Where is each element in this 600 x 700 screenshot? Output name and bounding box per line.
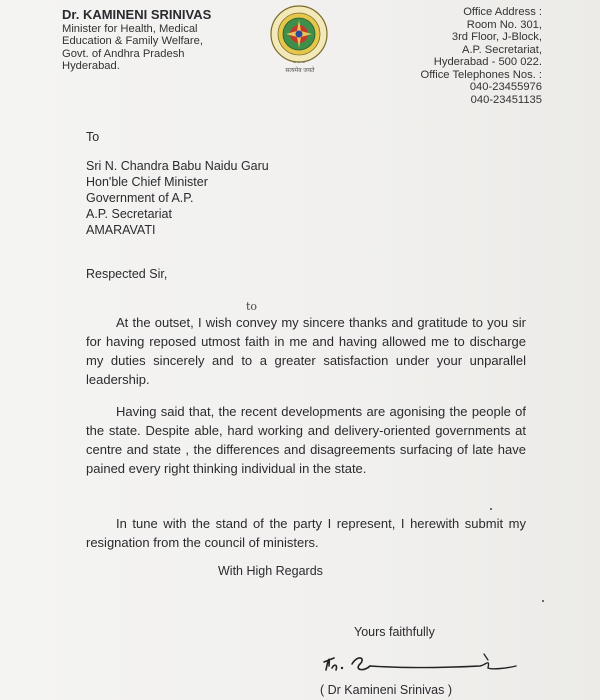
recipient-line: Hon'ble Chief Minister xyxy=(86,175,208,189)
sender-block xyxy=(62,9,211,73)
body-paragraph: At the outset, I wish convey my sincere thanks and gratitude to you sir for having reposed utmost faith in me and having allowed me to discharge my duties sincerely and to a greater satisfaction under your unparallel leadership. xyxy=(86,315,526,387)
to-label: To xyxy=(86,130,100,144)
office-line: Office Telephones Nos. : xyxy=(420,68,542,81)
recipient-line: AMARAVATI xyxy=(86,223,156,237)
office-phone: 040-23451135 xyxy=(470,93,542,106)
svg-text:~ ~ ~: ~ ~ ~ xyxy=(292,60,306,65)
recipient-line: Government of A.P. xyxy=(86,191,194,205)
recipient-line: A.P. Secretariat xyxy=(86,207,172,221)
office-line: 3rd Floor, J-Block, xyxy=(451,31,542,43)
office-line: Room No. 301, xyxy=(466,18,542,31)
ink-speck xyxy=(490,508,492,510)
valediction: Yours faithfully xyxy=(354,625,435,639)
body-paragraph: In tune with the stand of the party I represent, I herewith submit my resignation from the council of ministers. xyxy=(86,516,526,550)
office-line: Office Address : xyxy=(463,6,542,18)
sender-line: Minister for Health, Medical xyxy=(62,22,198,35)
salutation: Respected Sir, xyxy=(86,267,168,281)
government-seal-icon xyxy=(268,4,330,68)
emblem-caption: सत्यमेव जयते xyxy=(285,68,315,74)
ink-speck xyxy=(542,600,544,602)
recipient-block xyxy=(86,158,269,238)
office-phone: 040-23455976 xyxy=(469,81,542,93)
sender-line: Hyderabad. xyxy=(62,60,120,73)
handwritten-insertion: to xyxy=(246,300,258,313)
sender-name: Dr. KAMINENI SRINIVAS xyxy=(62,7,212,22)
recipient-line: Sri N. Chandra Babu Naidu Garu xyxy=(86,159,269,173)
office-line: A.P. Secretariat, xyxy=(461,43,542,56)
office-line: Hyderabad - 500 022. xyxy=(433,56,542,68)
sender-line: Education & Family Welfare, xyxy=(62,35,203,48)
sender-line: Govt. of Andhra Pradesh xyxy=(62,47,185,60)
handwritten-signature xyxy=(320,646,530,676)
body-paragraph: Having said that, the recent developments are agonising the people of the state. Despite able, hard working and delivery-oriented governments at centre and state , the differences and disagreements surfacing of late have pained every right thinking individual in the state. xyxy=(86,404,526,476)
signatory-name: ( Dr Kamineni Srinivas ) xyxy=(320,683,452,697)
office-address-block xyxy=(421,6,542,106)
closing-regards: With High Regards xyxy=(218,564,323,578)
